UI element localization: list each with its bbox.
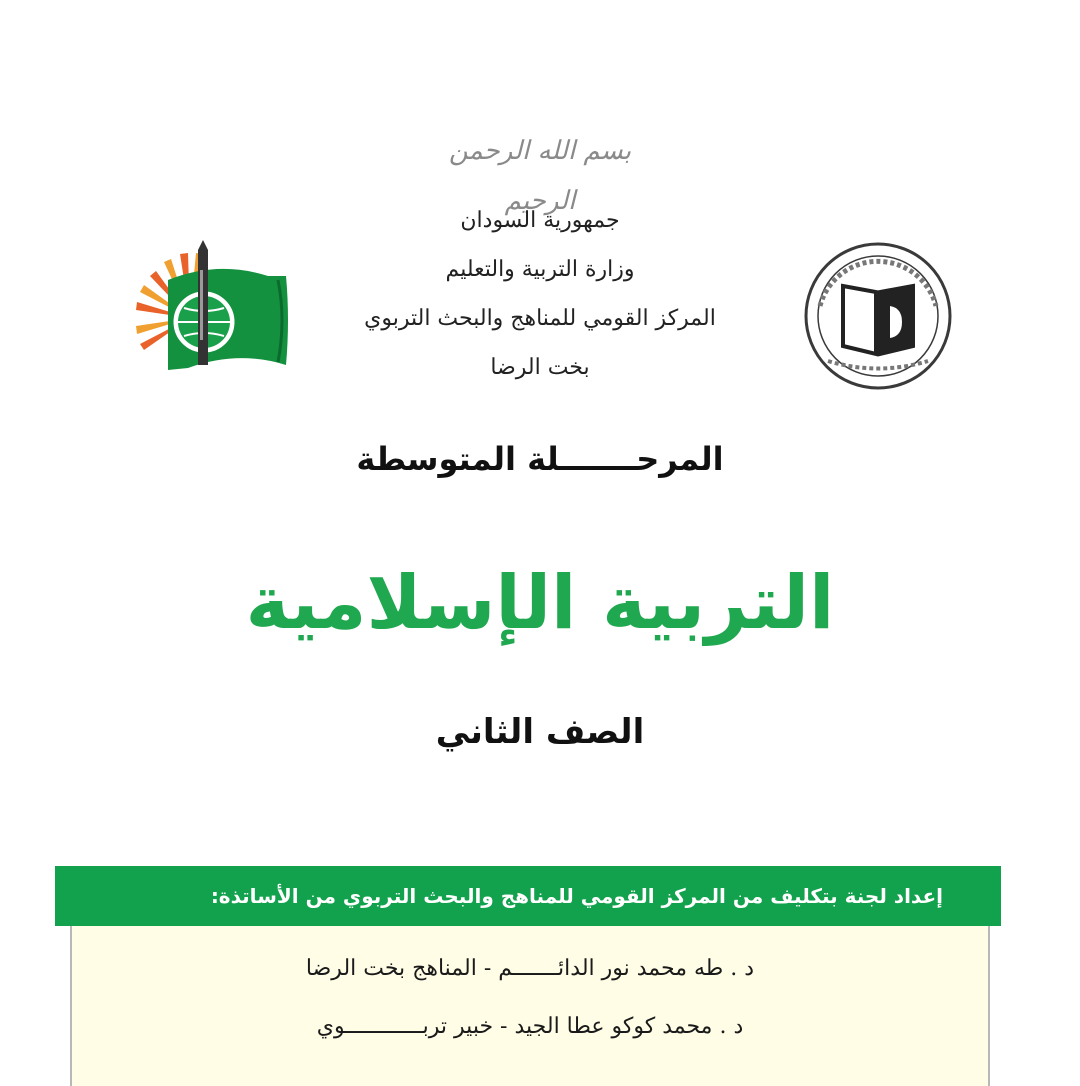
center-name: المركز القومي للمناهج والبحث التربوي — [364, 306, 716, 331]
education-stage-label: المرحـــــــلة المتوسطة — [356, 440, 724, 478]
authors-box — [70, 926, 990, 1086]
grade-label: الصف الثاني — [435, 712, 645, 752]
author-line: د . طه محمد نور الدائـــــــم - المناهج بخت الرضا — [305, 956, 755, 981]
location-name: بخت الرضا — [490, 355, 590, 380]
preparation-heading-bar: إعداد لجنة بتكليف من المركز القومي للمناهج والبحث التربوي من الأساتذة: — [55, 866, 1001, 926]
ministry-emblem-logo — [128, 240, 293, 385]
author-line: د . محمد كوكو عطا الجيد - خبير تربــــــــــــوي — [316, 1014, 744, 1039]
country-name: جمهورية السودان — [460, 208, 620, 233]
ministry-name: وزارة التربية والتعليم — [445, 257, 635, 282]
book-title: التربية الإسلامية — [245, 560, 835, 646]
bakht-alruda-seal-logo — [798, 236, 958, 396]
issuer-header — [300, 196, 780, 392]
basmala-calligraphy: بسم الله الرحمن الرحيم — [448, 136, 632, 216]
